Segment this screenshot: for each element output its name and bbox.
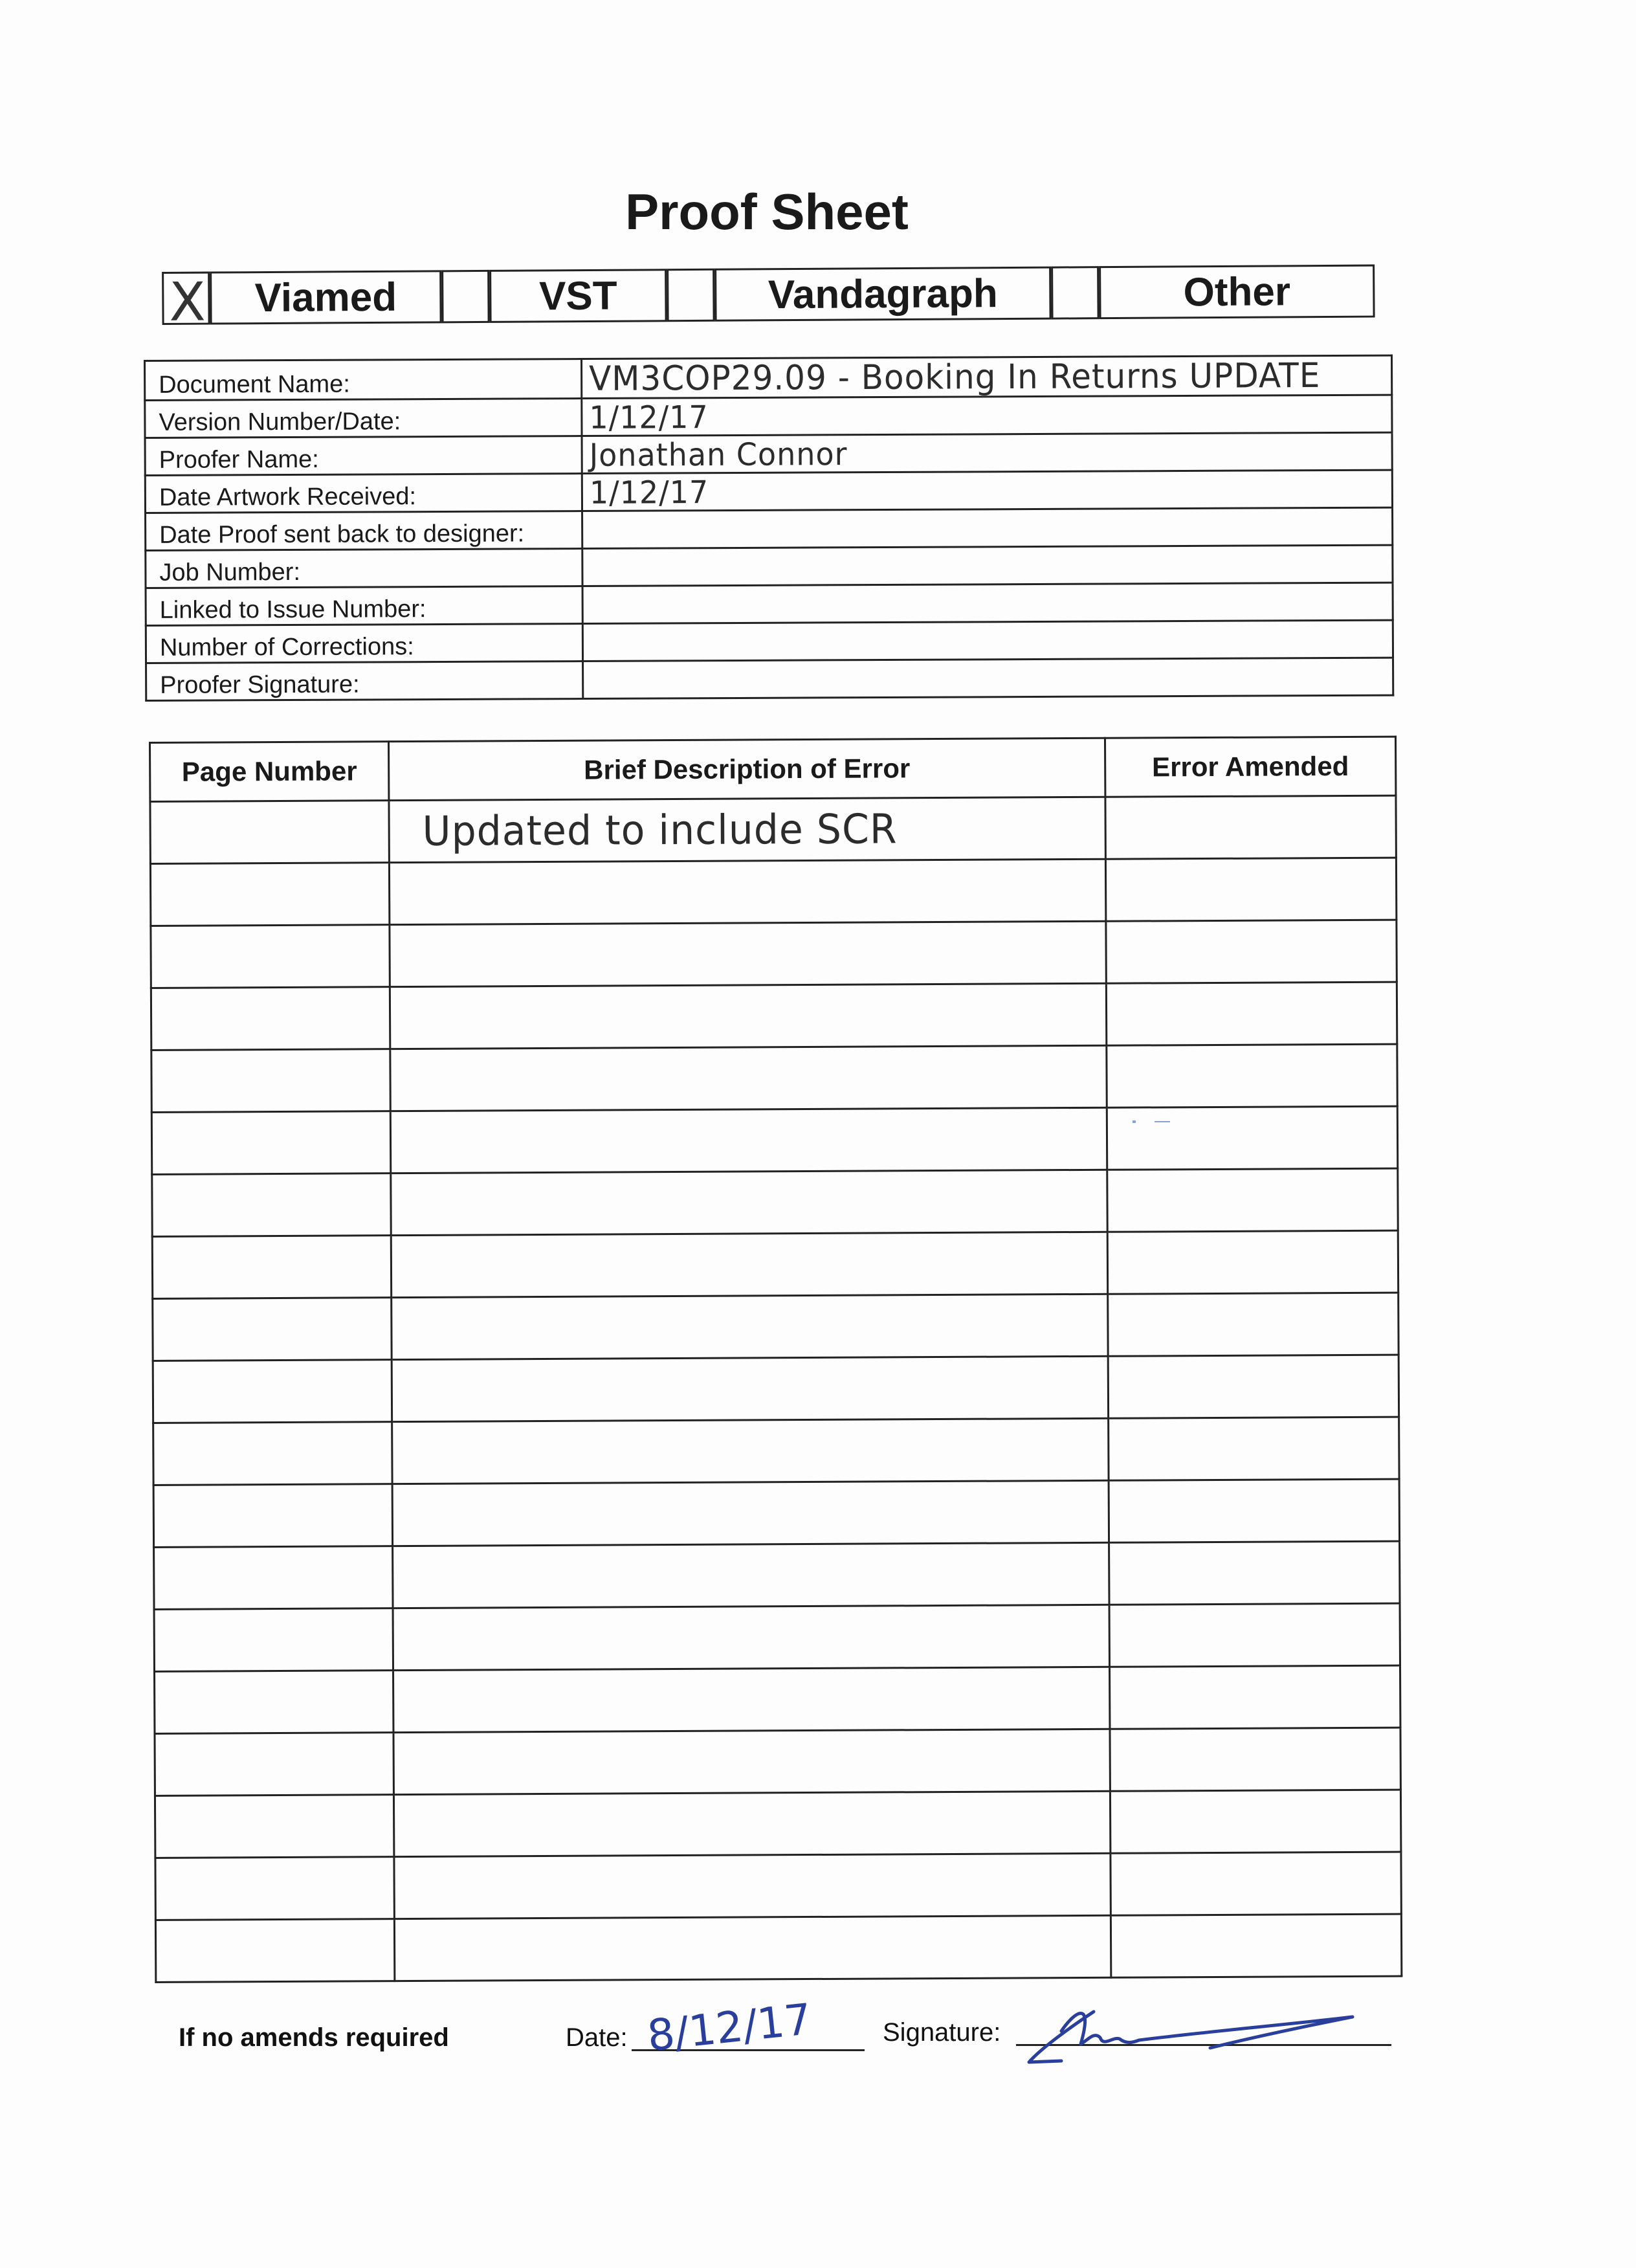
column-header-page-number: Page Number	[150, 742, 389, 802]
table-row	[151, 1106, 1397, 1174]
table-row	[152, 1168, 1398, 1236]
table-row	[153, 1293, 1398, 1361]
ink-mark	[1155, 1121, 1170, 1122]
handwritten-value: VM3COP29.09 - Booking In Returns UPDATE	[589, 355, 1321, 399]
info-value-cell[interactable]	[582, 620, 1393, 661]
info-label: Number of Corrections:	[146, 624, 582, 663]
amended-cell[interactable]	[1108, 1293, 1398, 1356]
description-cell[interactable]	[392, 1294, 1108, 1359]
page-number-cell[interactable]	[150, 801, 389, 864]
page-number-cell[interactable]	[153, 1422, 392, 1485]
signature-label: Signature:	[883, 2018, 1001, 2047]
amended-cell[interactable]	[1109, 1479, 1399, 1542]
page-title: Proof Sheet	[625, 183, 909, 240]
ink-dot	[1133, 1120, 1136, 1123]
page-number-cell[interactable]	[153, 1360, 392, 1423]
amended-cell[interactable]	[1109, 1541, 1400, 1605]
description-cell[interactable]	[390, 1107, 1107, 1173]
amended-cell[interactable]	[1106, 982, 1397, 1045]
company-other: Other	[1099, 265, 1375, 320]
table-row	[150, 795, 1396, 863]
info-row	[146, 620, 1393, 663]
info-value-cell[interactable]	[582, 470, 1392, 511]
table-row	[155, 1790, 1400, 1858]
table-row	[153, 1417, 1399, 1485]
amended-cell[interactable]	[1111, 1852, 1401, 1915]
info-label: Linked to Issue Number:	[146, 586, 582, 626]
info-row	[145, 432, 1392, 475]
page-number-cell[interactable]	[154, 1546, 393, 1610]
page-number-cell[interactable]	[152, 1236, 391, 1299]
info-value-cell[interactable]	[582, 507, 1393, 548]
page-number-cell[interactable]	[155, 1919, 394, 1983]
company-vandagraph: Vandagraph	[714, 267, 1051, 322]
amended-cell[interactable]	[1105, 858, 1396, 921]
page-number-cell[interactable]	[150, 863, 389, 926]
info-label: Proofer Signature:	[146, 662, 583, 701]
info-row	[145, 355, 1392, 400]
description-cell[interactable]	[394, 1853, 1111, 1918]
info-row	[145, 395, 1392, 438]
amended-cell[interactable]	[1105, 795, 1396, 859]
checkbox-vandagraph[interactable]	[667, 269, 714, 322]
handwritten-x-mark: X	[169, 271, 206, 333]
date-label: Date:	[566, 2023, 628, 2052]
company-vst: VST	[489, 269, 667, 323]
amended-cell[interactable]	[1109, 1603, 1400, 1667]
table-row	[153, 1479, 1399, 1547]
description-cell[interactable]	[390, 983, 1106, 1049]
checkbox-vst[interactable]	[441, 270, 489, 323]
handwritten-signature[interactable]	[1016, 1986, 1482, 2076]
page-number-cell[interactable]	[155, 1671, 393, 1734]
description-cell[interactable]	[393, 1542, 1109, 1608]
info-value-cell[interactable]	[582, 583, 1393, 623]
info-value-cell[interactable]	[582, 545, 1393, 586]
info-label: Version Number/Date:	[145, 399, 582, 438]
checkbox-viamed[interactable]	[162, 271, 210, 333]
handwritten-value: 1/12/17	[589, 473, 709, 511]
description-cell[interactable]	[390, 921, 1106, 986]
description-cell[interactable]	[393, 1729, 1110, 1794]
page-number-cell[interactable]	[152, 1173, 391, 1237]
description-cell[interactable]	[390, 1045, 1107, 1111]
description-cell[interactable]	[394, 1915, 1111, 1981]
info-label: Job Number:	[146, 549, 582, 588]
footer	[175, 1994, 1404, 2063]
company-viamed: Viamed	[210, 270, 441, 324]
description-cell[interactable]	[392, 1480, 1109, 1546]
table-row	[151, 1044, 1397, 1112]
page-number-cell[interactable]	[155, 1857, 394, 1920]
column-header-error-amended: Error Amended	[1105, 737, 1395, 797]
description-cell[interactable]	[389, 797, 1105, 862]
errors-table	[149, 736, 1402, 1983]
table-row	[155, 1665, 1400, 1733]
description-cell[interactable]	[391, 1232, 1107, 1297]
handwritten-value: 1/12/17	[589, 398, 709, 436]
table-row	[152, 1230, 1398, 1298]
column-header-description: Brief Description of Error	[389, 738, 1105, 800]
info-value-cell[interactable]	[583, 658, 1393, 698]
table-row	[150, 858, 1396, 926]
amended-cell[interactable]	[1106, 920, 1397, 983]
info-value-cell[interactable]	[582, 355, 1392, 398]
amended-cell[interactable]	[1107, 1168, 1398, 1232]
date-value[interactable]: 8/12/17	[645, 1994, 814, 2062]
info-value-cell[interactable]	[582, 432, 1392, 473]
amended-cell[interactable]	[1110, 1665, 1400, 1729]
checkbox-other[interactable]	[1051, 266, 1099, 319]
handwritten-entry: Updated to include SCR	[422, 805, 898, 856]
table-row	[151, 982, 1397, 1050]
table-row	[151, 920, 1397, 988]
page-number-cell[interactable]	[154, 1608, 393, 1672]
page-number-cell[interactable]	[153, 1484, 392, 1548]
table-row	[154, 1603, 1400, 1671]
info-label: Date Artwork Received:	[145, 474, 582, 513]
info-row	[146, 545, 1393, 588]
table-row	[155, 1914, 1401, 1982]
info-row	[146, 583, 1393, 625]
description-cell[interactable]	[393, 1605, 1109, 1670]
page-number-cell[interactable]	[151, 1049, 390, 1113]
description-cell[interactable]	[392, 1418, 1109, 1484]
description-cell[interactable]	[393, 1791, 1110, 1856]
table-row	[155, 1728, 1400, 1796]
amended-cell[interactable]	[1108, 1355, 1398, 1418]
amended-cell[interactable]	[1109, 1417, 1399, 1480]
page-number-cell[interactable]	[153, 1298, 392, 1361]
info-label: Proofer Name:	[145, 436, 582, 476]
amended-cell[interactable]	[1110, 1728, 1400, 1791]
info-row	[146, 507, 1393, 550]
amended-cell[interactable]	[1110, 1790, 1400, 1853]
amended-cell[interactable]	[1107, 1044, 1397, 1107]
info-row	[145, 470, 1392, 513]
table-row	[154, 1541, 1400, 1609]
description-cell[interactable]	[389, 859, 1105, 924]
info-label: Date Proof sent back to designer:	[146, 511, 582, 551]
amended-cell[interactable]	[1107, 1106, 1397, 1170]
page-number-cell[interactable]	[151, 1111, 390, 1175]
table-row	[155, 1852, 1401, 1920]
handwritten-value: Jonathan Connor	[589, 435, 848, 474]
description-cell[interactable]	[392, 1356, 1108, 1421]
info-row	[146, 658, 1393, 700]
page-number-cell[interactable]	[155, 1795, 393, 1858]
page-number-cell[interactable]	[155, 1733, 393, 1796]
page-number-cell[interactable]	[151, 987, 390, 1051]
page-number-cell[interactable]	[151, 925, 390, 988]
amended-cell[interactable]	[1107, 1230, 1398, 1294]
description-cell[interactable]	[391, 1170, 1107, 1235]
info-label: Document Name:	[145, 359, 582, 401]
table-row	[153, 1355, 1398, 1423]
info-value-cell[interactable]	[582, 395, 1392, 436]
description-cell[interactable]	[393, 1667, 1110, 1732]
document-info-table	[144, 355, 1394, 702]
no-amends-label: If no amends required	[179, 2023, 449, 2052]
company-selector	[162, 252, 1369, 333]
amended-cell[interactable]	[1111, 1914, 1401, 1977]
